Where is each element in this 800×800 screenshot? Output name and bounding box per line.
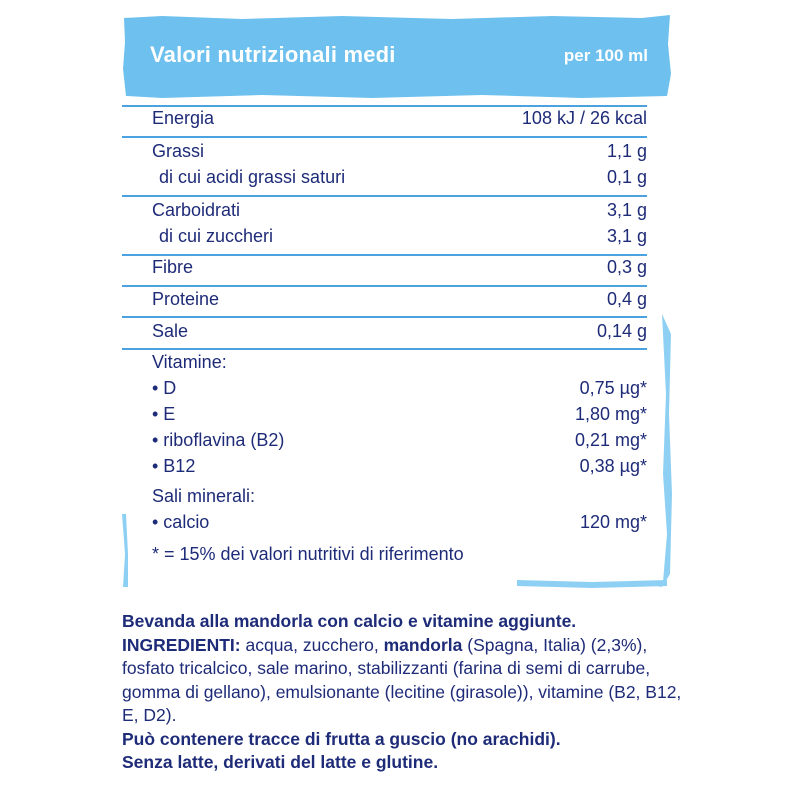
row-label: Sale [152,321,189,341]
row-value: 0,75 µg* [579,378,647,398]
divider [122,348,647,350]
row-vitamin-b12 [152,456,647,482]
row-value: 0,14 g [596,321,647,341]
divider [122,105,647,107]
divider [122,136,647,138]
product-text [122,610,682,775]
row-value: 1,80 mg* [574,404,647,424]
ingredients-heading: INGREDIENTI: [122,634,241,655]
product-description: Bevanda alla mandorla con calcio e vitamine aggiunte. [122,611,577,631]
row-saturated-fat [152,167,647,193]
row-value: 108 kJ / 26 kcal [521,108,647,128]
ingredients-highlight: mandorla [383,634,463,655]
row-label: Fibre [152,257,194,277]
row-sugars [152,226,647,252]
divider [122,285,647,287]
row-value: 0,21 mg* [574,430,647,450]
row-value: 1,1 g [606,141,647,161]
row-calcium [152,512,647,538]
row-value: 0,4 g [606,289,647,309]
divider [122,316,647,318]
row-energy [152,108,647,134]
row-label: di cui zuccheri [159,226,274,246]
row-salt [152,321,647,347]
row-minerals-heading [152,486,647,512]
row-carbohydrates [152,200,647,226]
footnote: * = 15% dei valori nutritivi di riferimento [152,544,464,564]
row-label: • calcio [152,512,210,532]
row-label: • B12 [152,456,196,476]
ingredients-part2: (Spagna, Italia) (2,3%), fosfato tricalcico, sale marino, stabilizzanti (farina di semi di carrube, gomma di gellano), emulsionante (lecitine (girasole)), vitamine (B2, B12, E, D2). [122,634,682,725]
free-from-statement: Senza latte, derivati del latte e glutine. [122,752,439,772]
row-fat [152,141,647,167]
row-value: 0,3 g [606,257,647,277]
row-label: Sali minerali: [152,486,256,506]
row-label: • riboflavina (B2) [152,430,285,450]
row-value: 0,1 g [606,167,647,187]
table-title: Valori nutrizionali medi [150,42,396,67]
row-vitamin-d [152,378,647,404]
left-border-lower [122,514,128,587]
row-label: Carboidrati [152,200,241,220]
row-value: 3,1 g [606,200,647,220]
divider [122,195,647,197]
ingredients-part1: acqua, zucchero, [240,634,384,655]
table-header [122,14,672,98]
row-label: Grassi [152,141,205,161]
bottom-border [517,580,667,588]
row-label: Energia [152,108,215,128]
ingredients-list [122,634,682,728]
table-unit: per 100 ml [563,46,648,65]
row-value: 0,38 µg* [579,456,647,476]
right-border [652,314,672,587]
allergen-warning: Può contenere tracce di frutta a guscio (no arachidi). [122,728,561,749]
row-label: Proteine [152,289,220,309]
row-value: 3,1 g [606,226,647,246]
row-label: di cui acidi grassi saturi [159,167,346,187]
nutrition-table [122,14,672,588]
row-protein [152,289,647,315]
row-value: 120 mg* [579,512,647,532]
row-riboflavin [152,430,647,456]
row-label: Vitamine: [152,352,227,372]
divider [122,254,647,256]
row-vitamin-e [152,404,647,430]
row-label: • E [152,404,176,424]
row-vitamins-heading [152,352,647,378]
row-fibre [152,257,647,283]
row-label: • D [152,378,177,398]
